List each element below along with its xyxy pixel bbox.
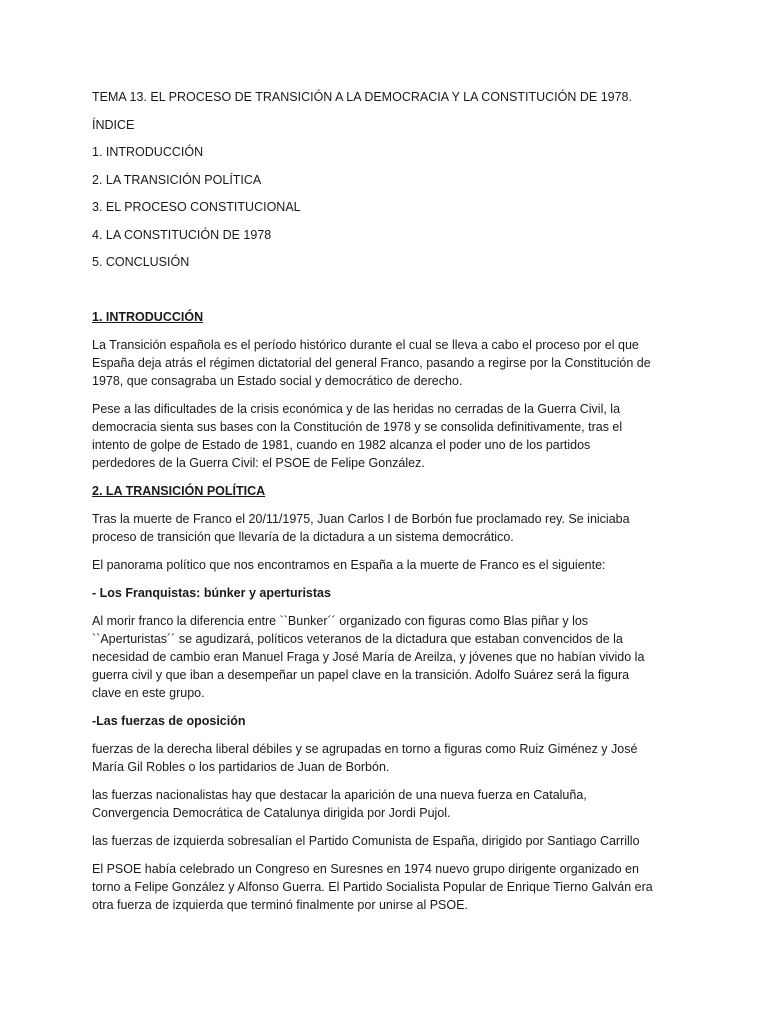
paragraph-line: 1978, que consagraba un Estado social y democrático de derecho. <box>92 373 463 388</box>
paragraph-line: clave en este grupo. <box>92 685 205 700</box>
paragraph-line: España deja atrás el régimen dictatorial del general Franco, pasando a regirse por la Constitución de <box>92 355 651 370</box>
index-item: 3. EL PROCESO CONSTITUCIONAL <box>92 200 301 214</box>
document-page <box>92 88 682 924</box>
paragraph-line: torno a Felipe González y Alfonso Guerra. El Partido Socialista Popular de Enrique Tierno Galván era <box>92 879 653 894</box>
paragraph-line: proceso de transición que llevaría de la dictadura a un sistema democrático. <box>92 529 514 544</box>
section-heading-transicion: 2. LA TRANSICIÓN POLÍTICA <box>92 483 266 498</box>
paragraph <box>92 612 682 702</box>
index-item: 4. LA CONSTITUCIÓN DE 1978 <box>92 227 272 242</box>
paragraph-line: las fuerzas nacionalistas hay que destacar la aparición de una nueva fuerza en Cataluña, <box>92 787 587 802</box>
index-item: 5. CONCLUSIÓN <box>92 255 190 269</box>
index-item: 2. LA TRANSICIÓN POLÍTICA <box>92 172 262 187</box>
paragraph-line: las fuerzas de izquierda sobresalían el Partido Comunista de España, dirigido por Santiago Carrillo <box>92 833 640 848</box>
paragraph-line: Al morir franco la diferencia entre ``Bunker´´ organizado con figuras como Blas piñar y los <box>92 613 589 628</box>
paragraph-line: intento de golpe de Estado de 1981, cuando en 1982 alcanza el poder uno de los partidos <box>92 437 591 452</box>
paragraph <box>92 510 682 546</box>
index-item: 1. INTRODUCCIÓN <box>92 145 204 159</box>
paragraph-line: Pese a las dificultades de la crisis económica y de las heridas no cerradas de la Guerra Civil, la <box>92 401 621 416</box>
paragraph-line: necesidad de cambio eran Manuel Fraga y José María de Areilza, y jóvenes que no habían vivido la <box>92 649 645 664</box>
paragraph-line: otra fuerza de izquierda que terminó finalmente por unirse al PSOE. <box>92 897 468 912</box>
paragraph <box>92 400 682 472</box>
paragraph-line: El PSOE había celebrado un Congreso en Suresnes en 1974 nuevo grupo dirigente organizado en <box>92 861 639 876</box>
section-spacer <box>92 281 682 308</box>
subheading-franquistas: - Los Franquistas: búnker y aperturistas <box>92 585 331 600</box>
paragraph <box>92 860 682 914</box>
paragraph-line: ``Aperturistas´´ se agudizará, políticos veteranos de la dictadura que estaban convencidos de la <box>92 631 623 646</box>
paragraph-line: fuerzas de la derecha liberal débiles y se agrupadas en torno a figuras como Ruiz Giménez y José <box>92 741 638 756</box>
subheading-oposicion: -Las fuerzas de oposición <box>92 713 246 728</box>
paragraph-line: guerra civil y que iban a desempeñar un papel clave en la transición. Adolfo Suárez será la figura <box>92 667 630 682</box>
paragraph-line: El panorama político que nos encontramos en España a la muerte de Franco es el siguiente: <box>92 557 606 572</box>
paragraph-line: Tras la muerte de Franco el 20/11/1975, Juan Carlos I de Borbón fue proclamado rey. Se iniciaba <box>92 511 630 526</box>
index-label: ÍNDICE <box>92 117 135 132</box>
paragraph-line: democracia sienta sus bases con la Constitución de 1978 y se consolida definitivamente, tras el <box>92 419 623 434</box>
paragraph <box>92 556 682 574</box>
paragraph <box>92 740 682 776</box>
paragraph-line: La Transición española es el período histórico durante el cual se lleva a cabo el proceso por el que <box>92 337 639 352</box>
section-heading-introduccion: 1. INTRODUCCIÓN <box>92 309 204 324</box>
paragraph <box>92 832 682 850</box>
paragraph <box>92 786 682 822</box>
paragraph-line: perdedores de la Guerra Civil: el PSOE de Felipe González. <box>92 455 425 470</box>
paragraph <box>92 336 682 390</box>
paragraph-line: Convergencia Democrática de Catalunya dirigida por Jordi Pujol. <box>92 805 451 820</box>
document-title: TEMA 13. EL PROCESO DE TRANSICIÓN A LA DEMOCRACIA Y LA CONSTITUCIÓN DE 1978. <box>92 90 632 104</box>
paragraph-line: María Gil Robles o los partidarios de Juan de Borbón. <box>92 759 390 774</box>
